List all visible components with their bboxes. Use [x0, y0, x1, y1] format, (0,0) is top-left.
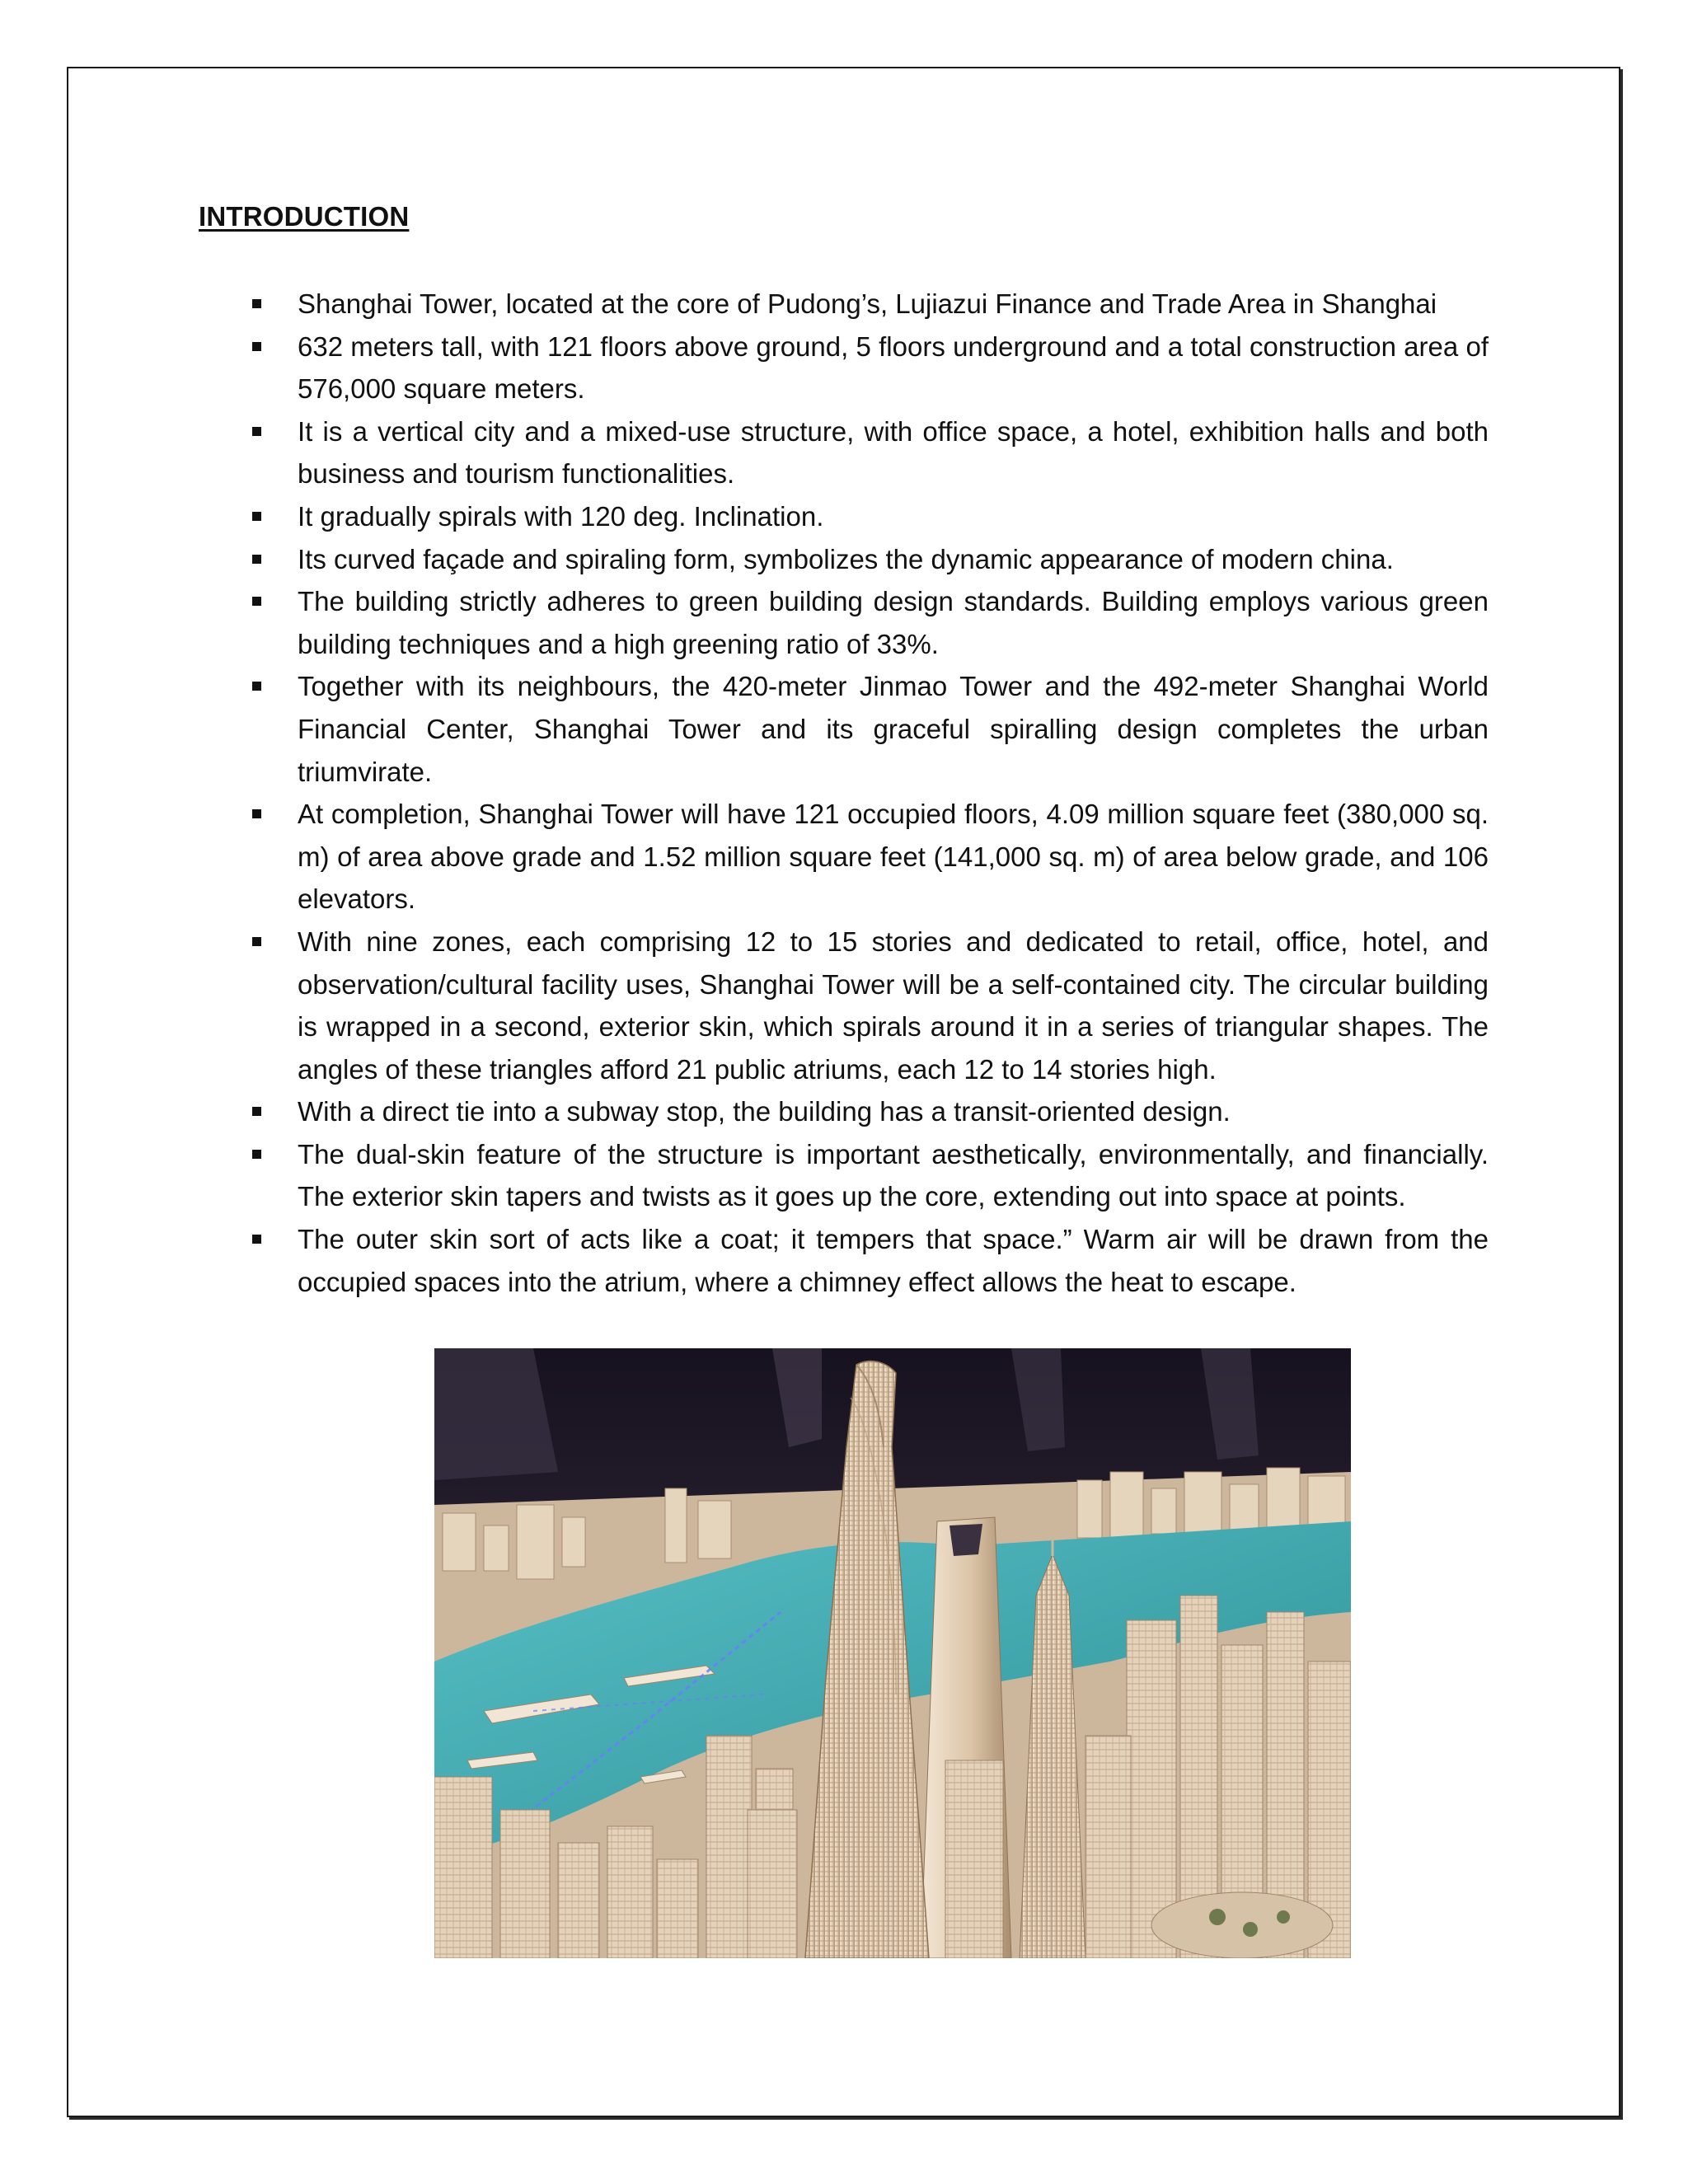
list-item-text: The dual-skin feature of the structure is important aesthetically, environmentally, and financially. The exterior skin tapers and twists as it goes up the core, extending out into space at points.	[298, 1138, 1489, 1212]
square-bullet-icon	[252, 512, 261, 521]
list-item-text: At completion, Shanghai Tower will have 121 occupied floors, 4.09 million square feet (380,000 sq. m) of area above grade and 1.52 million square feet (141,000 sq. m) of area below grade, and 106 elevators.	[298, 799, 1489, 915]
list-item-text: 632 meters tall, with 121 floors above ground, 5 floors underground and a total construction area of 576,000 square meters.	[298, 330, 1489, 405]
list-item-text: The outer skin sort of acts like a coat; it tempers that space.” Warm air will be drawn from the occupied spaces into the atrium, where a chimney effect allows the heat to escape.	[298, 1224, 1489, 1297]
square-bullet-icon	[252, 1107, 261, 1116]
square-bullet-icon	[252, 299, 261, 308]
square-bullet-icon	[252, 427, 261, 436]
list-item	[252, 495, 1489, 538]
square-bullet-icon	[252, 682, 261, 691]
square-bullet-icon	[252, 1235, 261, 1244]
list-item	[252, 410, 1489, 495]
list-item-text: Together with its neighbours, the 420-meter Jinmao Tower and the 492-meter Shanghai World Financial Center, Shanghai Tower and its graceful spiralling design completes the urban triumvirate.	[298, 671, 1489, 787]
list-item	[252, 665, 1489, 793]
list-item	[252, 538, 1489, 581]
square-bullet-icon	[252, 1150, 261, 1159]
square-bullet-icon	[252, 809, 261, 818]
list-item-text: It gradually spirals with 120 deg. Inclination.	[298, 500, 824, 532]
list-item-text: With nine zones, each comprising 12 to 15 stories and dedicated to retail, office, hotel, and observation/cultural facility uses, Shanghai Tower will be a self-contained city. The circular building is wrapped in a second, exterior skin, which spirals around it in a series of triangular shapes. The angles of these triangles afford 21 public atriums, each 12 to 14 stories high.	[298, 926, 1489, 1085]
list-item	[252, 793, 1489, 921]
list-item	[252, 1133, 1489, 1218]
list-item-text: Its curved façade and spiraling form, symbolizes the dynamic appearance of modern china.	[298, 543, 1394, 574]
city-model-photo	[434, 1348, 1351, 1958]
square-bullet-icon	[252, 342, 261, 351]
list-item	[252, 1090, 1489, 1133]
list-item-text: It is a vertical city and a mixed-use structure, with office space, a hotel, exhibition halls and both business and tourism functionalities.	[298, 415, 1489, 490]
list-item	[252, 1218, 1489, 1303]
bullet-list	[252, 283, 1489, 1303]
list-item-text: With a direct tie into a subway stop, the building has a transit-oriented design.	[298, 1096, 1231, 1127]
list-item	[252, 283, 1489, 326]
square-bullet-icon	[252, 555, 261, 564]
list-item	[252, 326, 1489, 410]
square-bullet-icon	[252, 597, 261, 606]
square-bullet-icon	[252, 937, 261, 946]
list-item	[252, 921, 1489, 1090]
list-item-text: Shanghai Tower, located at the core of Pudong’s, Lujiazui Finance and Trade Area in Shanghai	[298, 288, 1437, 319]
list-item-text: The building strictly adheres to green building design standards. Building employs various green building techniques and a high greening ratio of 33%.	[298, 586, 1489, 659]
section-heading: INTRODUCTION	[199, 201, 410, 232]
list-item	[252, 580, 1489, 665]
